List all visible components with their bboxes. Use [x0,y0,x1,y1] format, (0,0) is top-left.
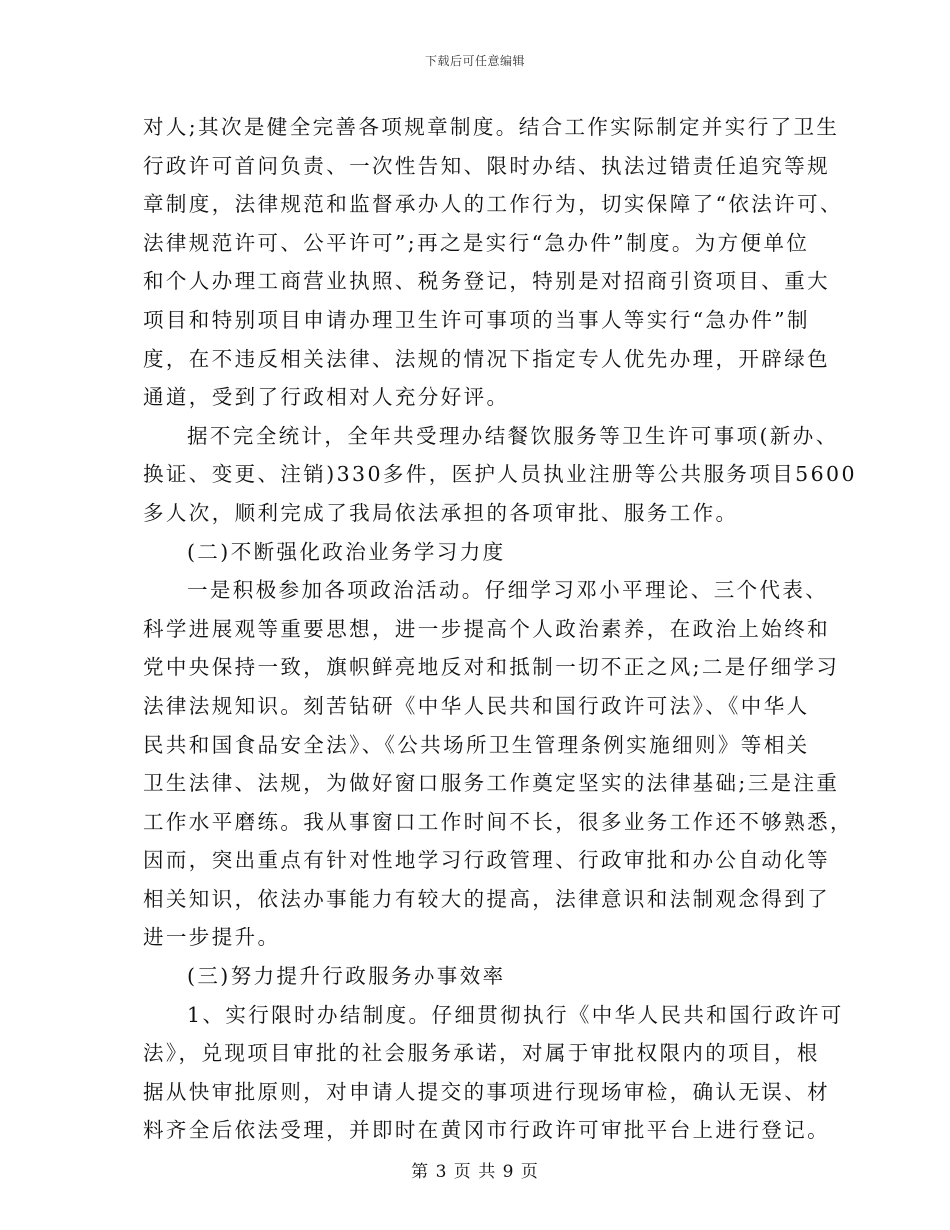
body-line-7: 度，在不违反相关法律、法规的情况下指定专人优先办理，开辟绿色 [143,346,830,371]
body-line-27: 料齐全后依法受理，并即时在黄冈市行政许可审批平台上进行登记。 [143,1118,830,1143]
body-line-3: 章制度，法律规范和监督承办人的工作行为，切实保障了“依法许可、 [143,192,843,217]
body-line-21: 相关知识，依法办事能力有较大的提高，法律意识和法制观念得到了 [143,886,830,911]
section-heading-2: (二)不断强化政治业务学习力度 [187,539,506,564]
page-number: 第 3 页 共 9 页 [411,1162,539,1182]
body-line-9: 据不完全统计，全年共受理办结餐饮服务等卫生许可事项(新办、 [187,423,839,448]
body-line-2: 行政许可首问负责、一次性告知、限时办结、执法过错责任追究等规 [143,153,830,178]
body-line-8: 通道，受到了行政相对人充分好评。 [143,385,510,410]
body-line-5: 和个人办理工商营业执照、税务登记，特别是对招商引资项目、重大 [143,269,830,294]
body-line-22: 进一步提升。 [143,925,281,950]
document-body [143,108,857,1150]
body-line-11: 多人次，顺利完成了我局依法承担的各项审批、服务工作。 [143,500,739,525]
section-heading-3: (三)努力提升行政服务办事效率 [187,964,506,989]
page-header: 下载后可任意编辑 [424,54,525,68]
body-line-26: 据从快审批原则，对申请人提交的事项进行现场审检，确认无误、材 [143,1079,830,1104]
body-line-14: 科学进展观等重要思想，进一步提高个人政治素养，在政治上始终和 [143,616,830,641]
body-line-10: 换证、变更、注销)330多件，医护人员执业注册等公共服务项目5600 [143,462,857,487]
body-line-24: 1、实行限时办结制度。仔细贯彻执行《中华人民共和国行政许可 [187,1002,844,1027]
body-line-17: 民共和国食品安全法》、《公共场所卫生管理条例实施细则》等相关 [143,732,810,757]
body-line-20: 因而，突出重点有针对性地学习行政管理、行政审批和办公自动化等 [143,848,830,873]
body-line-6: 项目和特别项目申请办理卫生许可事项的当事人等实行“急办件”制 [143,307,810,332]
body-line-18: 卫生法律、法规，为做好窗口服务工作奠定坚实的法律基础;三是注重 [143,771,840,796]
body-line-19: 工作水平磨练。我从事窗口工作时间不长，很多业务工作还不够熟悉， [143,809,853,834]
body-line-15: 党中央保持一致，旗帜鲜亮地反对和抵制一切不正之风;二是仔细学习 [143,655,840,680]
body-line-16: 法律法规知识。刻苦钻研《中华人民共和国行政许可法》、《中华人 [143,693,810,718]
body-line-1: 对人;其次是健全完善各项规章制度。结合工作实际制定并实行了卫生 [143,115,840,139]
body-line-25: 法》，兑现项目审批的社会服务承诺，对属于审批权限内的项目，根 [143,1041,820,1066]
body-line-4: 法律规范许可、公平许可”;再之是实行“急办件”制度。为方便单位 [143,230,810,255]
body-line-13: 一是积极参加各项政治活动。仔细学习邓小平理论、三个代表、 [187,578,829,603]
